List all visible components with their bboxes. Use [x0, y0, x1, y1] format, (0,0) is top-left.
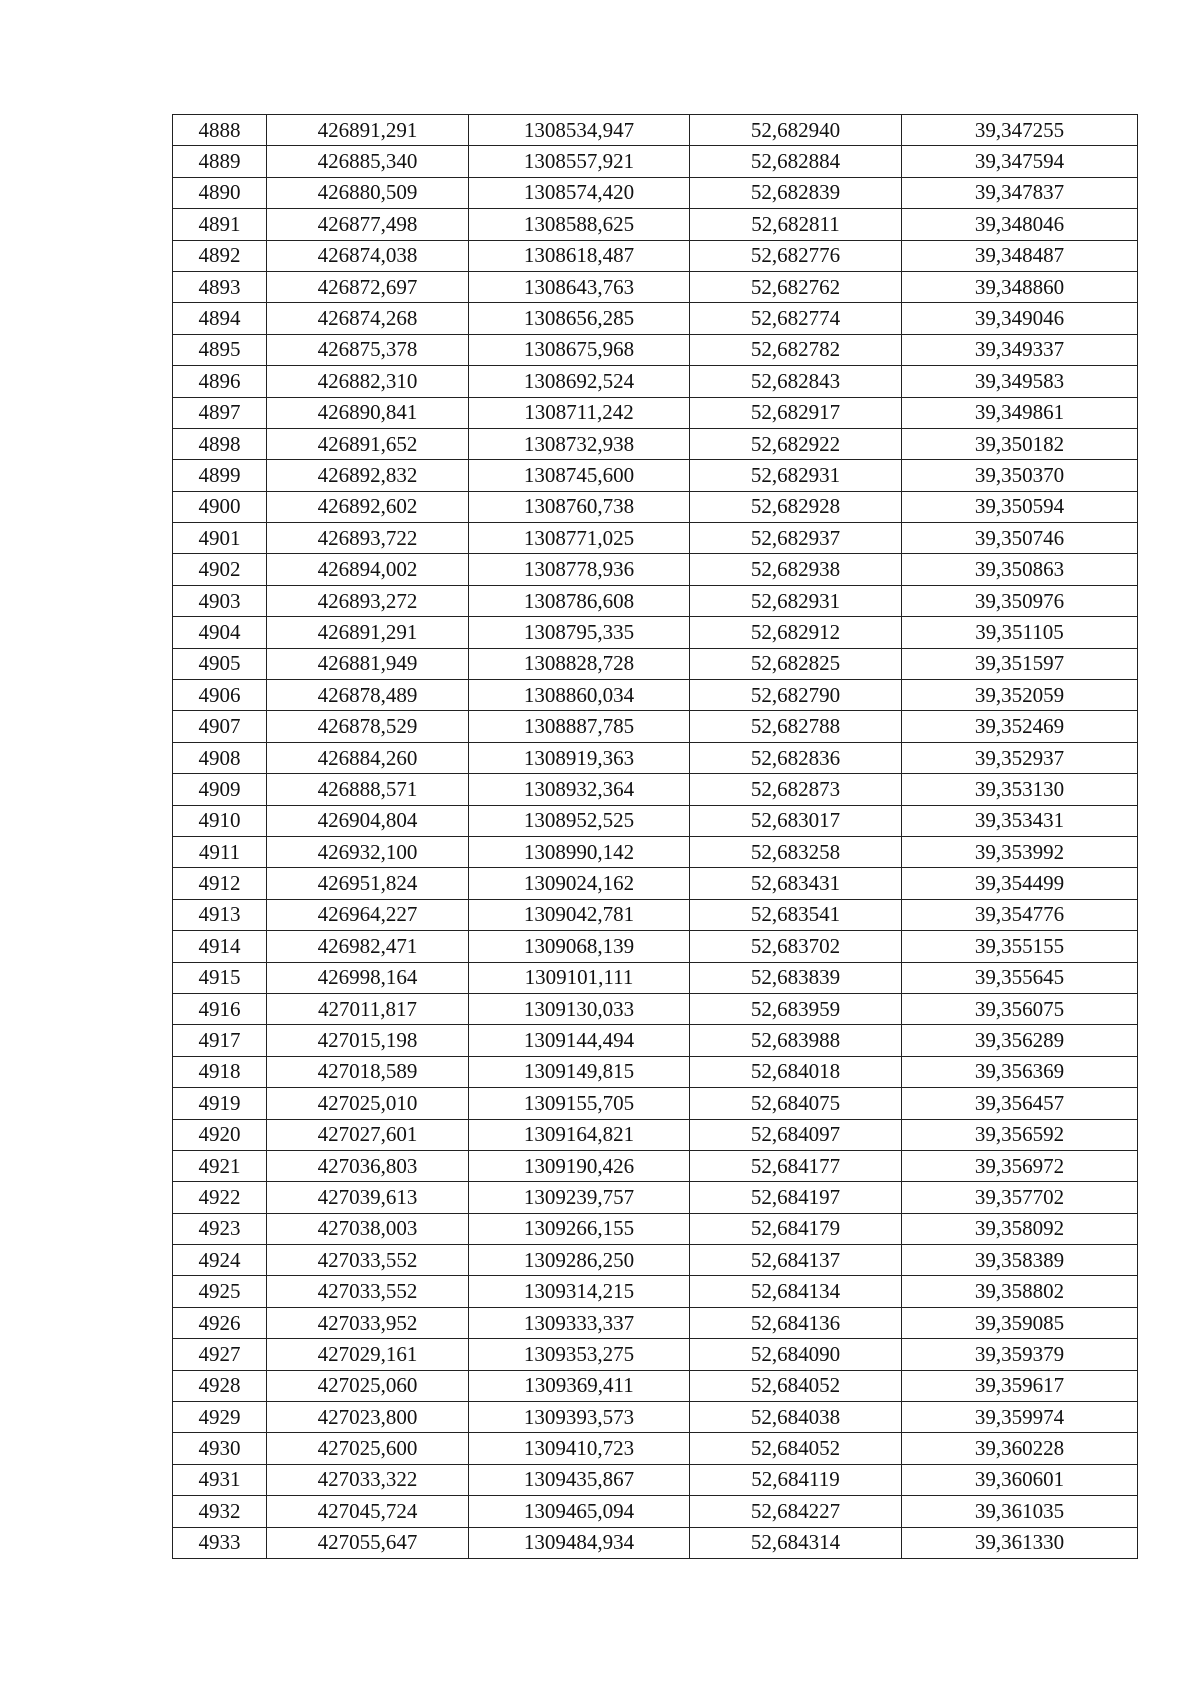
table-row — [173, 931, 1138, 962]
table-row — [173, 648, 1138, 679]
longitude-cell: 39,349046 — [902, 303, 1138, 334]
table-row — [173, 1245, 1138, 1276]
y-coordinate-cell: 1308932,364 — [469, 774, 690, 805]
latitude-cell: 52,684075 — [690, 1088, 902, 1119]
x-coordinate-cell: 426893,722 — [267, 523, 469, 554]
point-number-cell: 4923 — [173, 1213, 267, 1244]
y-coordinate-cell: 1309149,815 — [469, 1056, 690, 1087]
x-coordinate-cell: 427033,952 — [267, 1307, 469, 1338]
y-coordinate-cell: 1308952,525 — [469, 805, 690, 836]
point-number-cell: 4929 — [173, 1402, 267, 1433]
longitude-cell: 39,348487 — [902, 240, 1138, 271]
y-coordinate-cell: 1308534,947 — [469, 115, 690, 146]
latitude-cell: 52,682940 — [690, 115, 902, 146]
point-number-cell: 4928 — [173, 1370, 267, 1401]
y-coordinate-cell: 1309393,573 — [469, 1402, 690, 1433]
table-row — [173, 209, 1138, 240]
longitude-cell: 39,351105 — [902, 617, 1138, 648]
latitude-cell: 52,682928 — [690, 491, 902, 522]
longitude-cell: 39,350746 — [902, 523, 1138, 554]
y-coordinate-cell: 1309369,411 — [469, 1370, 690, 1401]
x-coordinate-cell: 426904,804 — [267, 805, 469, 836]
point-number-cell: 4899 — [173, 460, 267, 491]
point-number-cell: 4894 — [173, 303, 267, 334]
point-number-cell: 4915 — [173, 962, 267, 993]
point-number-cell: 4932 — [173, 1496, 267, 1527]
table-row — [173, 1025, 1138, 1056]
table-row — [173, 271, 1138, 302]
latitude-cell: 52,684136 — [690, 1307, 902, 1338]
latitude-cell: 52,684018 — [690, 1056, 902, 1087]
table-row — [173, 805, 1138, 836]
point-number-cell: 4896 — [173, 366, 267, 397]
y-coordinate-cell: 1308828,728 — [469, 648, 690, 679]
point-number-cell: 4911 — [173, 836, 267, 867]
y-coordinate-cell: 1309101,111 — [469, 962, 690, 993]
x-coordinate-cell: 426894,002 — [267, 554, 469, 585]
longitude-cell: 39,356075 — [902, 993, 1138, 1024]
longitude-cell: 39,356457 — [902, 1088, 1138, 1119]
table-row — [173, 554, 1138, 585]
point-number-cell: 4918 — [173, 1056, 267, 1087]
table-row — [173, 711, 1138, 742]
longitude-cell: 39,358389 — [902, 1245, 1138, 1276]
y-coordinate-cell: 1309042,781 — [469, 899, 690, 930]
y-coordinate-cell: 1308574,420 — [469, 177, 690, 208]
y-coordinate-cell: 1309239,757 — [469, 1182, 690, 1213]
x-coordinate-cell: 426964,227 — [267, 899, 469, 930]
x-coordinate-cell: 427018,589 — [267, 1056, 469, 1087]
table-row — [173, 1307, 1138, 1338]
point-number-cell: 4889 — [173, 146, 267, 177]
x-coordinate-cell: 426875,378 — [267, 334, 469, 365]
x-coordinate-cell: 426878,529 — [267, 711, 469, 742]
y-coordinate-cell: 1309266,155 — [469, 1213, 690, 1244]
longitude-cell: 39,360228 — [902, 1433, 1138, 1464]
point-number-cell: 4919 — [173, 1088, 267, 1119]
latitude-cell: 52,684090 — [690, 1339, 902, 1370]
point-number-cell: 4931 — [173, 1464, 267, 1495]
latitude-cell: 52,682776 — [690, 240, 902, 271]
x-coordinate-cell: 426890,841 — [267, 397, 469, 428]
point-number-cell: 4916 — [173, 993, 267, 1024]
point-number-cell: 4897 — [173, 397, 267, 428]
latitude-cell: 52,682931 — [690, 460, 902, 491]
y-coordinate-cell: 1309410,723 — [469, 1433, 690, 1464]
point-number-cell: 4924 — [173, 1245, 267, 1276]
longitude-cell: 39,355645 — [902, 962, 1138, 993]
longitude-cell: 39,358092 — [902, 1213, 1138, 1244]
point-number-cell: 4910 — [173, 805, 267, 836]
x-coordinate-cell: 427025,600 — [267, 1433, 469, 1464]
longitude-cell: 39,350976 — [902, 585, 1138, 616]
longitude-cell: 39,361035 — [902, 1496, 1138, 1527]
point-number-cell: 4913 — [173, 899, 267, 930]
point-number-cell: 4914 — [173, 931, 267, 962]
table-row — [173, 366, 1138, 397]
x-coordinate-cell: 426877,498 — [267, 209, 469, 240]
longitude-cell: 39,361330 — [902, 1527, 1138, 1558]
table-row — [173, 1402, 1138, 1433]
y-coordinate-cell: 1308588,625 — [469, 209, 690, 240]
y-coordinate-cell: 1308760,738 — [469, 491, 690, 522]
table-row — [173, 1182, 1138, 1213]
x-coordinate-cell: 426891,291 — [267, 617, 469, 648]
table-row — [173, 1433, 1138, 1464]
point-number-cell: 4888 — [173, 115, 267, 146]
table-row — [173, 1496, 1138, 1527]
latitude-cell: 52,684097 — [690, 1119, 902, 1150]
latitude-cell: 52,682938 — [690, 554, 902, 585]
table-row — [173, 334, 1138, 365]
longitude-cell: 39,348860 — [902, 271, 1138, 302]
longitude-cell: 39,350594 — [902, 491, 1138, 522]
longitude-cell: 39,354499 — [902, 868, 1138, 899]
latitude-cell: 52,684197 — [690, 1182, 902, 1213]
point-number-cell: 4902 — [173, 554, 267, 585]
table-row — [173, 428, 1138, 459]
point-number-cell: 4922 — [173, 1182, 267, 1213]
point-number-cell: 4921 — [173, 1150, 267, 1181]
x-coordinate-cell: 426881,949 — [267, 648, 469, 679]
longitude-cell: 39,347255 — [902, 115, 1138, 146]
table-row — [173, 774, 1138, 805]
point-number-cell: 4920 — [173, 1119, 267, 1150]
longitude-cell: 39,359085 — [902, 1307, 1138, 1338]
latitude-cell: 52,684052 — [690, 1433, 902, 1464]
point-number-cell: 4890 — [173, 177, 267, 208]
point-number-cell: 4892 — [173, 240, 267, 271]
x-coordinate-cell: 426885,340 — [267, 146, 469, 177]
y-coordinate-cell: 1308745,600 — [469, 460, 690, 491]
longitude-cell: 39,357702 — [902, 1182, 1138, 1213]
point-number-cell: 4906 — [173, 680, 267, 711]
table-row — [173, 397, 1138, 428]
table-row — [173, 146, 1138, 177]
latitude-cell: 52,682782 — [690, 334, 902, 365]
point-number-cell: 4903 — [173, 585, 267, 616]
x-coordinate-cell: 426892,602 — [267, 491, 469, 522]
latitude-cell: 52,683258 — [690, 836, 902, 867]
latitude-cell: 52,684227 — [690, 1496, 902, 1527]
x-coordinate-cell: 426982,471 — [267, 931, 469, 962]
longitude-cell: 39,352937 — [902, 742, 1138, 773]
longitude-cell: 39,353992 — [902, 836, 1138, 867]
point-number-cell: 4907 — [173, 711, 267, 742]
table-row — [173, 585, 1138, 616]
table-row — [173, 617, 1138, 648]
table-row — [173, 742, 1138, 773]
latitude-cell: 52,684119 — [690, 1464, 902, 1495]
table-row — [173, 962, 1138, 993]
latitude-cell: 52,684052 — [690, 1370, 902, 1401]
y-coordinate-cell: 1308771,025 — [469, 523, 690, 554]
y-coordinate-cell: 1308618,487 — [469, 240, 690, 271]
latitude-cell: 52,683541 — [690, 899, 902, 930]
table-row — [173, 868, 1138, 899]
x-coordinate-cell: 426880,509 — [267, 177, 469, 208]
latitude-cell: 52,682912 — [690, 617, 902, 648]
point-number-cell: 4912 — [173, 868, 267, 899]
longitude-cell: 39,349583 — [902, 366, 1138, 397]
latitude-cell: 52,682836 — [690, 742, 902, 773]
y-coordinate-cell: 1309155,705 — [469, 1088, 690, 1119]
y-coordinate-cell: 1308711,242 — [469, 397, 690, 428]
y-coordinate-cell: 1308692,524 — [469, 366, 690, 397]
latitude-cell: 52,682774 — [690, 303, 902, 334]
y-coordinate-cell: 1308990,142 — [469, 836, 690, 867]
y-coordinate-cell: 1309484,934 — [469, 1527, 690, 1558]
x-coordinate-cell: 426951,824 — [267, 868, 469, 899]
x-coordinate-cell: 426891,652 — [267, 428, 469, 459]
longitude-cell: 39,354776 — [902, 899, 1138, 930]
longitude-cell: 39,350863 — [902, 554, 1138, 585]
table-row — [173, 899, 1138, 930]
latitude-cell: 52,682937 — [690, 523, 902, 554]
longitude-cell: 39,359379 — [902, 1339, 1138, 1370]
latitude-cell: 52,682839 — [690, 177, 902, 208]
x-coordinate-cell: 426884,260 — [267, 742, 469, 773]
table-row — [173, 491, 1138, 522]
x-coordinate-cell: 426891,291 — [267, 115, 469, 146]
y-coordinate-cell: 1309333,337 — [469, 1307, 690, 1338]
y-coordinate-cell: 1308732,938 — [469, 428, 690, 459]
longitude-cell: 39,349337 — [902, 334, 1138, 365]
x-coordinate-cell: 427055,647 — [267, 1527, 469, 1558]
x-coordinate-cell: 426893,272 — [267, 585, 469, 616]
latitude-cell: 52,684177 — [690, 1150, 902, 1181]
latitude-cell: 52,682790 — [690, 680, 902, 711]
table-row — [173, 1088, 1138, 1119]
x-coordinate-cell: 427036,803 — [267, 1150, 469, 1181]
latitude-cell: 52,684137 — [690, 1245, 902, 1276]
x-coordinate-cell: 427025,060 — [267, 1370, 469, 1401]
longitude-cell: 39,350182 — [902, 428, 1138, 459]
x-coordinate-cell: 426888,571 — [267, 774, 469, 805]
x-coordinate-cell: 426874,038 — [267, 240, 469, 271]
latitude-cell: 52,683017 — [690, 805, 902, 836]
table-row — [173, 303, 1138, 334]
latitude-cell: 52,684179 — [690, 1213, 902, 1244]
point-number-cell: 4933 — [173, 1527, 267, 1558]
longitude-cell: 39,356289 — [902, 1025, 1138, 1056]
x-coordinate-cell: 427023,800 — [267, 1402, 469, 1433]
y-coordinate-cell: 1309144,494 — [469, 1025, 690, 1056]
table-row — [173, 1339, 1138, 1370]
x-coordinate-cell: 427015,198 — [267, 1025, 469, 1056]
x-coordinate-cell: 426878,489 — [267, 680, 469, 711]
y-coordinate-cell: 1309024,162 — [469, 868, 690, 899]
y-coordinate-cell: 1309068,139 — [469, 931, 690, 962]
point-number-cell: 4927 — [173, 1339, 267, 1370]
y-coordinate-cell: 1309353,275 — [469, 1339, 690, 1370]
point-number-cell: 4904 — [173, 617, 267, 648]
longitude-cell: 39,350370 — [902, 460, 1138, 491]
latitude-cell: 52,684134 — [690, 1276, 902, 1307]
x-coordinate-cell: 427011,817 — [267, 993, 469, 1024]
latitude-cell: 52,682931 — [690, 585, 902, 616]
point-number-cell: 4898 — [173, 428, 267, 459]
table-row — [173, 836, 1138, 867]
point-number-cell: 4909 — [173, 774, 267, 805]
latitude-cell: 52,683431 — [690, 868, 902, 899]
latitude-cell: 52,682762 — [690, 271, 902, 302]
point-number-cell: 4930 — [173, 1433, 267, 1464]
point-number-cell: 4908 — [173, 742, 267, 773]
table-row — [173, 1276, 1138, 1307]
y-coordinate-cell: 1308675,968 — [469, 334, 690, 365]
y-coordinate-cell: 1309286,250 — [469, 1245, 690, 1276]
y-coordinate-cell: 1308860,034 — [469, 680, 690, 711]
y-coordinate-cell: 1309164,821 — [469, 1119, 690, 1150]
table-row — [173, 680, 1138, 711]
point-number-cell: 4895 — [173, 334, 267, 365]
y-coordinate-cell: 1308557,921 — [469, 146, 690, 177]
latitude-cell: 52,682843 — [690, 366, 902, 397]
latitude-cell: 52,683988 — [690, 1025, 902, 1056]
longitude-cell: 39,347837 — [902, 177, 1138, 208]
latitude-cell: 52,682788 — [690, 711, 902, 742]
x-coordinate-cell: 427038,003 — [267, 1213, 469, 1244]
x-coordinate-cell: 426892,832 — [267, 460, 469, 491]
longitude-cell: 39,353431 — [902, 805, 1138, 836]
latitude-cell: 52,683959 — [690, 993, 902, 1024]
table-row — [173, 1213, 1138, 1244]
y-coordinate-cell: 1308656,285 — [469, 303, 690, 334]
x-coordinate-cell: 427033,322 — [267, 1464, 469, 1495]
latitude-cell: 52,682873 — [690, 774, 902, 805]
table-row — [173, 1527, 1138, 1558]
longitude-cell: 39,353130 — [902, 774, 1138, 805]
longitude-cell: 39,352469 — [902, 711, 1138, 742]
coordinates-table — [172, 114, 1138, 1559]
table-row — [173, 993, 1138, 1024]
latitude-cell: 52,684038 — [690, 1402, 902, 1433]
point-number-cell: 4925 — [173, 1276, 267, 1307]
table-row — [173, 1464, 1138, 1495]
y-coordinate-cell: 1309130,033 — [469, 993, 690, 1024]
y-coordinate-cell: 1308786,608 — [469, 585, 690, 616]
point-number-cell: 4900 — [173, 491, 267, 522]
y-coordinate-cell: 1309435,867 — [469, 1464, 690, 1495]
table-row — [173, 177, 1138, 208]
table-row — [173, 1056, 1138, 1087]
table-row — [173, 1370, 1138, 1401]
point-number-cell: 4893 — [173, 271, 267, 302]
longitude-cell: 39,355155 — [902, 931, 1138, 962]
x-coordinate-cell: 426998,164 — [267, 962, 469, 993]
longitude-cell: 39,349861 — [902, 397, 1138, 428]
longitude-cell: 39,356972 — [902, 1150, 1138, 1181]
table-row — [173, 240, 1138, 271]
longitude-cell: 39,352059 — [902, 680, 1138, 711]
longitude-cell: 39,359617 — [902, 1370, 1138, 1401]
y-coordinate-cell: 1308887,785 — [469, 711, 690, 742]
latitude-cell: 52,684314 — [690, 1527, 902, 1558]
x-coordinate-cell: 426872,697 — [267, 271, 469, 302]
point-number-cell: 4901 — [173, 523, 267, 554]
longitude-cell: 39,358802 — [902, 1276, 1138, 1307]
x-coordinate-cell: 427029,161 — [267, 1339, 469, 1370]
y-coordinate-cell: 1308919,363 — [469, 742, 690, 773]
longitude-cell: 39,360601 — [902, 1464, 1138, 1495]
point-number-cell: 4905 — [173, 648, 267, 679]
x-coordinate-cell: 427027,601 — [267, 1119, 469, 1150]
longitude-cell: 39,348046 — [902, 209, 1138, 240]
x-coordinate-cell: 427025,010 — [267, 1088, 469, 1119]
x-coordinate-cell: 427033,552 — [267, 1276, 469, 1307]
latitude-cell: 52,682917 — [690, 397, 902, 428]
x-coordinate-cell: 427039,613 — [267, 1182, 469, 1213]
table-row — [173, 115, 1138, 146]
longitude-cell: 39,359974 — [902, 1402, 1138, 1433]
point-number-cell: 4926 — [173, 1307, 267, 1338]
y-coordinate-cell: 1309465,094 — [469, 1496, 690, 1527]
x-coordinate-cell: 427045,724 — [267, 1496, 469, 1527]
x-coordinate-cell: 427033,552 — [267, 1245, 469, 1276]
latitude-cell: 52,682811 — [690, 209, 902, 240]
table-row — [173, 460, 1138, 491]
y-coordinate-cell: 1308795,335 — [469, 617, 690, 648]
x-coordinate-cell: 426882,310 — [267, 366, 469, 397]
x-coordinate-cell: 426932,100 — [267, 836, 469, 867]
table-row — [173, 523, 1138, 554]
longitude-cell: 39,356369 — [902, 1056, 1138, 1087]
coordinates-table-body — [173, 115, 1138, 1559]
table-row — [173, 1119, 1138, 1150]
longitude-cell: 39,356592 — [902, 1119, 1138, 1150]
y-coordinate-cell: 1309190,426 — [469, 1150, 690, 1181]
y-coordinate-cell: 1308643,763 — [469, 271, 690, 302]
point-number-cell: 4917 — [173, 1025, 267, 1056]
latitude-cell: 52,683702 — [690, 931, 902, 962]
latitude-cell: 52,682825 — [690, 648, 902, 679]
latitude-cell: 52,683839 — [690, 962, 902, 993]
table-row — [173, 1150, 1138, 1181]
x-coordinate-cell: 426874,268 — [267, 303, 469, 334]
y-coordinate-cell: 1309314,215 — [469, 1276, 690, 1307]
y-coordinate-cell: 1308778,936 — [469, 554, 690, 585]
longitude-cell: 39,347594 — [902, 146, 1138, 177]
latitude-cell: 52,682884 — [690, 146, 902, 177]
longitude-cell: 39,351597 — [902, 648, 1138, 679]
point-number-cell: 4891 — [173, 209, 267, 240]
latitude-cell: 52,682922 — [690, 428, 902, 459]
